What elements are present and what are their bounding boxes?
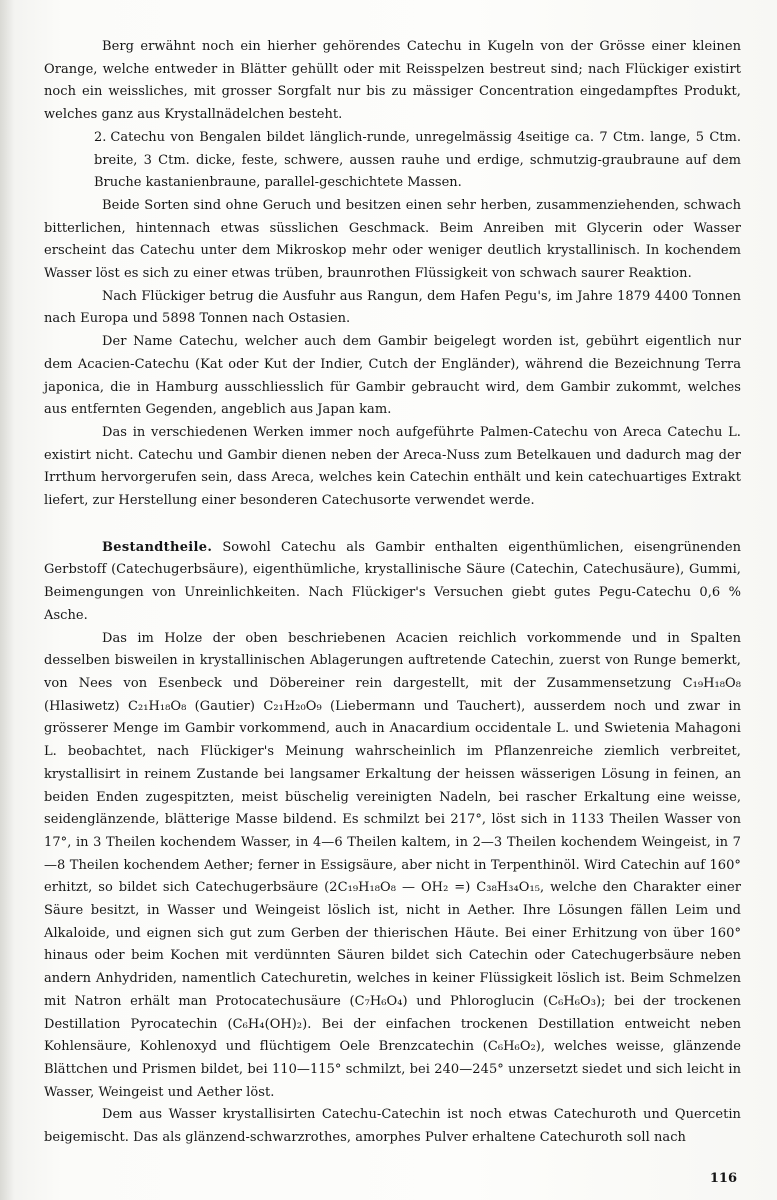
list-number: 2. xyxy=(94,129,107,145)
paragraph-name-catechu: Der Name Catechu, welcher auch dem Gambir beigelegt worden ist, gebührt eigentlich nur dem Acacien-Catechu (Kat oder Kut der Indier, Cutch der Engländer), während die Bezeichnung Terra japonica, die in Hamburg ausschliesslich für Gambir gebraucht wird, dem Gambir zukommt, welches aus entfernten Gegenden, angeblich aus Japan kam. xyxy=(44,334,741,418)
scan-edge xyxy=(0,0,14,1200)
section-heading-bestandtheile: Bestandtheile. xyxy=(102,539,213,555)
paragraph-bestandtheile xyxy=(44,537,741,628)
paragraph-palmen-catechu: Das in verschiedenen Werken immer noch aufgeführte Palmen-Catechu von Areca Catechu L. existirt nicht. Catechu und Gambir dienen neben der Areca-Nuss zum Betelkauen und dadurch mag der Irrthum hervorgerufen sein, dass Areca, welches kein Catechin enthält und kein catechuartiges Extrakt liefert, zur Herstellung einer besonderen Catechusorte verwendet werde. xyxy=(44,424,741,509)
paragraph-beide-sorten: Beide Sorten sind ohne Geruch und besitzen einen sehr herben, zusammenziehenden, schwach bitterlichen, hintennach etwas süsslichen Geschmack. Beim Anreiben mit Glycerin oder Wasser erscheint das Catechu unter dem Mikroskop mehr oder weniger deutlich krystallinisch. In kochendem Wasser löst es sich zu einer etwas trüben, braunrothen Flüssigkeit von schwach saurer Reaktion. xyxy=(44,197,741,282)
paragraph-ausfuhr: Nach Flückiger betrug die Ausfuhr aus Rangun, dem Hafen Pegu's, im Jahre 1879 4400 Tonnen nach Europa und 5898 Tonnen nach Ostasien. xyxy=(44,288,741,327)
paragraph-catechu-bengalen xyxy=(94,127,741,195)
paragraph-catechuroth: Dem aus Wasser krystallisirten Catechu-Catechin ist noch etwas Catechuroth und Quercetin beigemischt. Das als glänzend-schwarzrothes, amorphes Pulver erhaltene Catechuroth soll nach xyxy=(44,1107,741,1146)
paragraph-catechin: Das im Holze der oben beschriebenen Acacien reichlich vorkommende und in Spalten desselben bisweilen in krystallinischen Ablagerungen auftretende Catechin, zuerst von Runge bemerkt, von Nees von Esenbeck und Döbereiner rein dargestellt, mit der Zusammensetzung C₁₉H₁₈O₈ (Hlasiwetz) C₂₁H₁₈O₈ (Gautier) C₂₁H₂₀O₉ (Liebermann und Tauchert), ausserdem noch und zwar in grösserer Menge im Gambir vorkommend, auch in Anacardium occidentale L. und Swietenia Mahagoni L. beobachtet, nach Flückiger's Meinung wahrscheinlich im Pflanzenreiche ziemlich verbreitet, krystallisirt in reinem Zustande bei langsamer Erkaltung der heissen wässerigen Lösung in feinen, an beiden Enden zugespitzten, meist büschelig vereinigten Nadeln, bei rascher Erkaltung eine weisse, seidenglänzende, blätterige Masse bildend. Es schmilzt bei 217°, löst sich in 1133 Theilen Wasser von 17°, in 3 Theilen kochendem Wasser, in 4—6 Theilen kaltem, in 2—3 Theilen kochendem Weingeist, in 7—8 Theilen kochendem Aether; ferner in Essigsäure, aber nicht in Terpenthinöl. Wird Catechin auf 160° erhitzt, so bildet sich Catechugerbsäure (2C₁₉H₁₈O₈ — OH₂ =) C₃₈H₃₄O₁₅, welche den Charakter einer Säure besitzt, in Wasser und Weingeist löslich ist, nicht in Aether. Ihre Lösungen fällen Leim und Alkaloide, und eignen sich gut zum Gerben der thierischen Häute. Bei einer Erhitzung von über 160° hinaus oder beim Kochen mit verdünnten Säuren bildet sich Catechin oder Catechugerbsäure neben andern Anhydriden, namentlich Catechuretin, welches in keiner Flüssigkeit löslich ist. Beim Schmelzen mit Natron erhält man Protocatechusäure (C₇H₆O₄) und Phloroglucin (C₆H₆O₃); bei der trockenen Destillation Pyrocatechin (C₆H₄(OH)₂). Bei der einfachen trockenen Destillation entweicht neben Kohlensäure, Kohlenoxyd und flüchtigem Oele Brenzcatechin (C₆H₆O₂), welches weisse, glänzende Blättchen und Prismen bildet, bei 110—115° schmilzt, bei 240—245° unzersetzt siedet und sich leicht in Wasser, Weingeist und Aether löst. xyxy=(44,630,741,1100)
paragraph-bestandtheile-text: Sowohl Catechu als Gambir enthalten eigenthümlichen, eisengrünenden Gerbstoff (Catechugerbsäure), eigenthümliche, krystallinische Säure (Catechin, Catechusäure), Gummi, Beimengungen von Unreinlichkeiten. Nach Flückiger's Versuchen giebt gutes Pegu-Catechu 0,6 % Asche. xyxy=(44,539,741,623)
paragraph-berg: Berg erwähnt noch ein hierher gehörendes Catechu in Kugeln von der Grösse einer kleinen Orange, welche entweder in Blätter gehüllt oder mit Reisspelzen bestreut sind; nach Flückiger existirt noch ein weissliches, mit grosser Sorgfalt nur bis zu mässiger Concentration eingedampftes Produkt, welches ganz aus Krystallnädelchen besteht. xyxy=(44,39,741,123)
paragraph-catechu-bengalen-text: Catechu von Bengalen bildet länglich-runde, unregelmässig 4seitige ca. 7 Ctm. lange, 5 Ctm. breite, 3 Ctm. dicke, feste, schwere, aussen rauhe und erdige, schmutzig-graubraune auf dem Bruche kastanienbraune, parallel-geschichtete Massen. xyxy=(94,129,741,191)
page-number: 116 xyxy=(709,1171,737,1186)
section-gap xyxy=(44,513,741,537)
